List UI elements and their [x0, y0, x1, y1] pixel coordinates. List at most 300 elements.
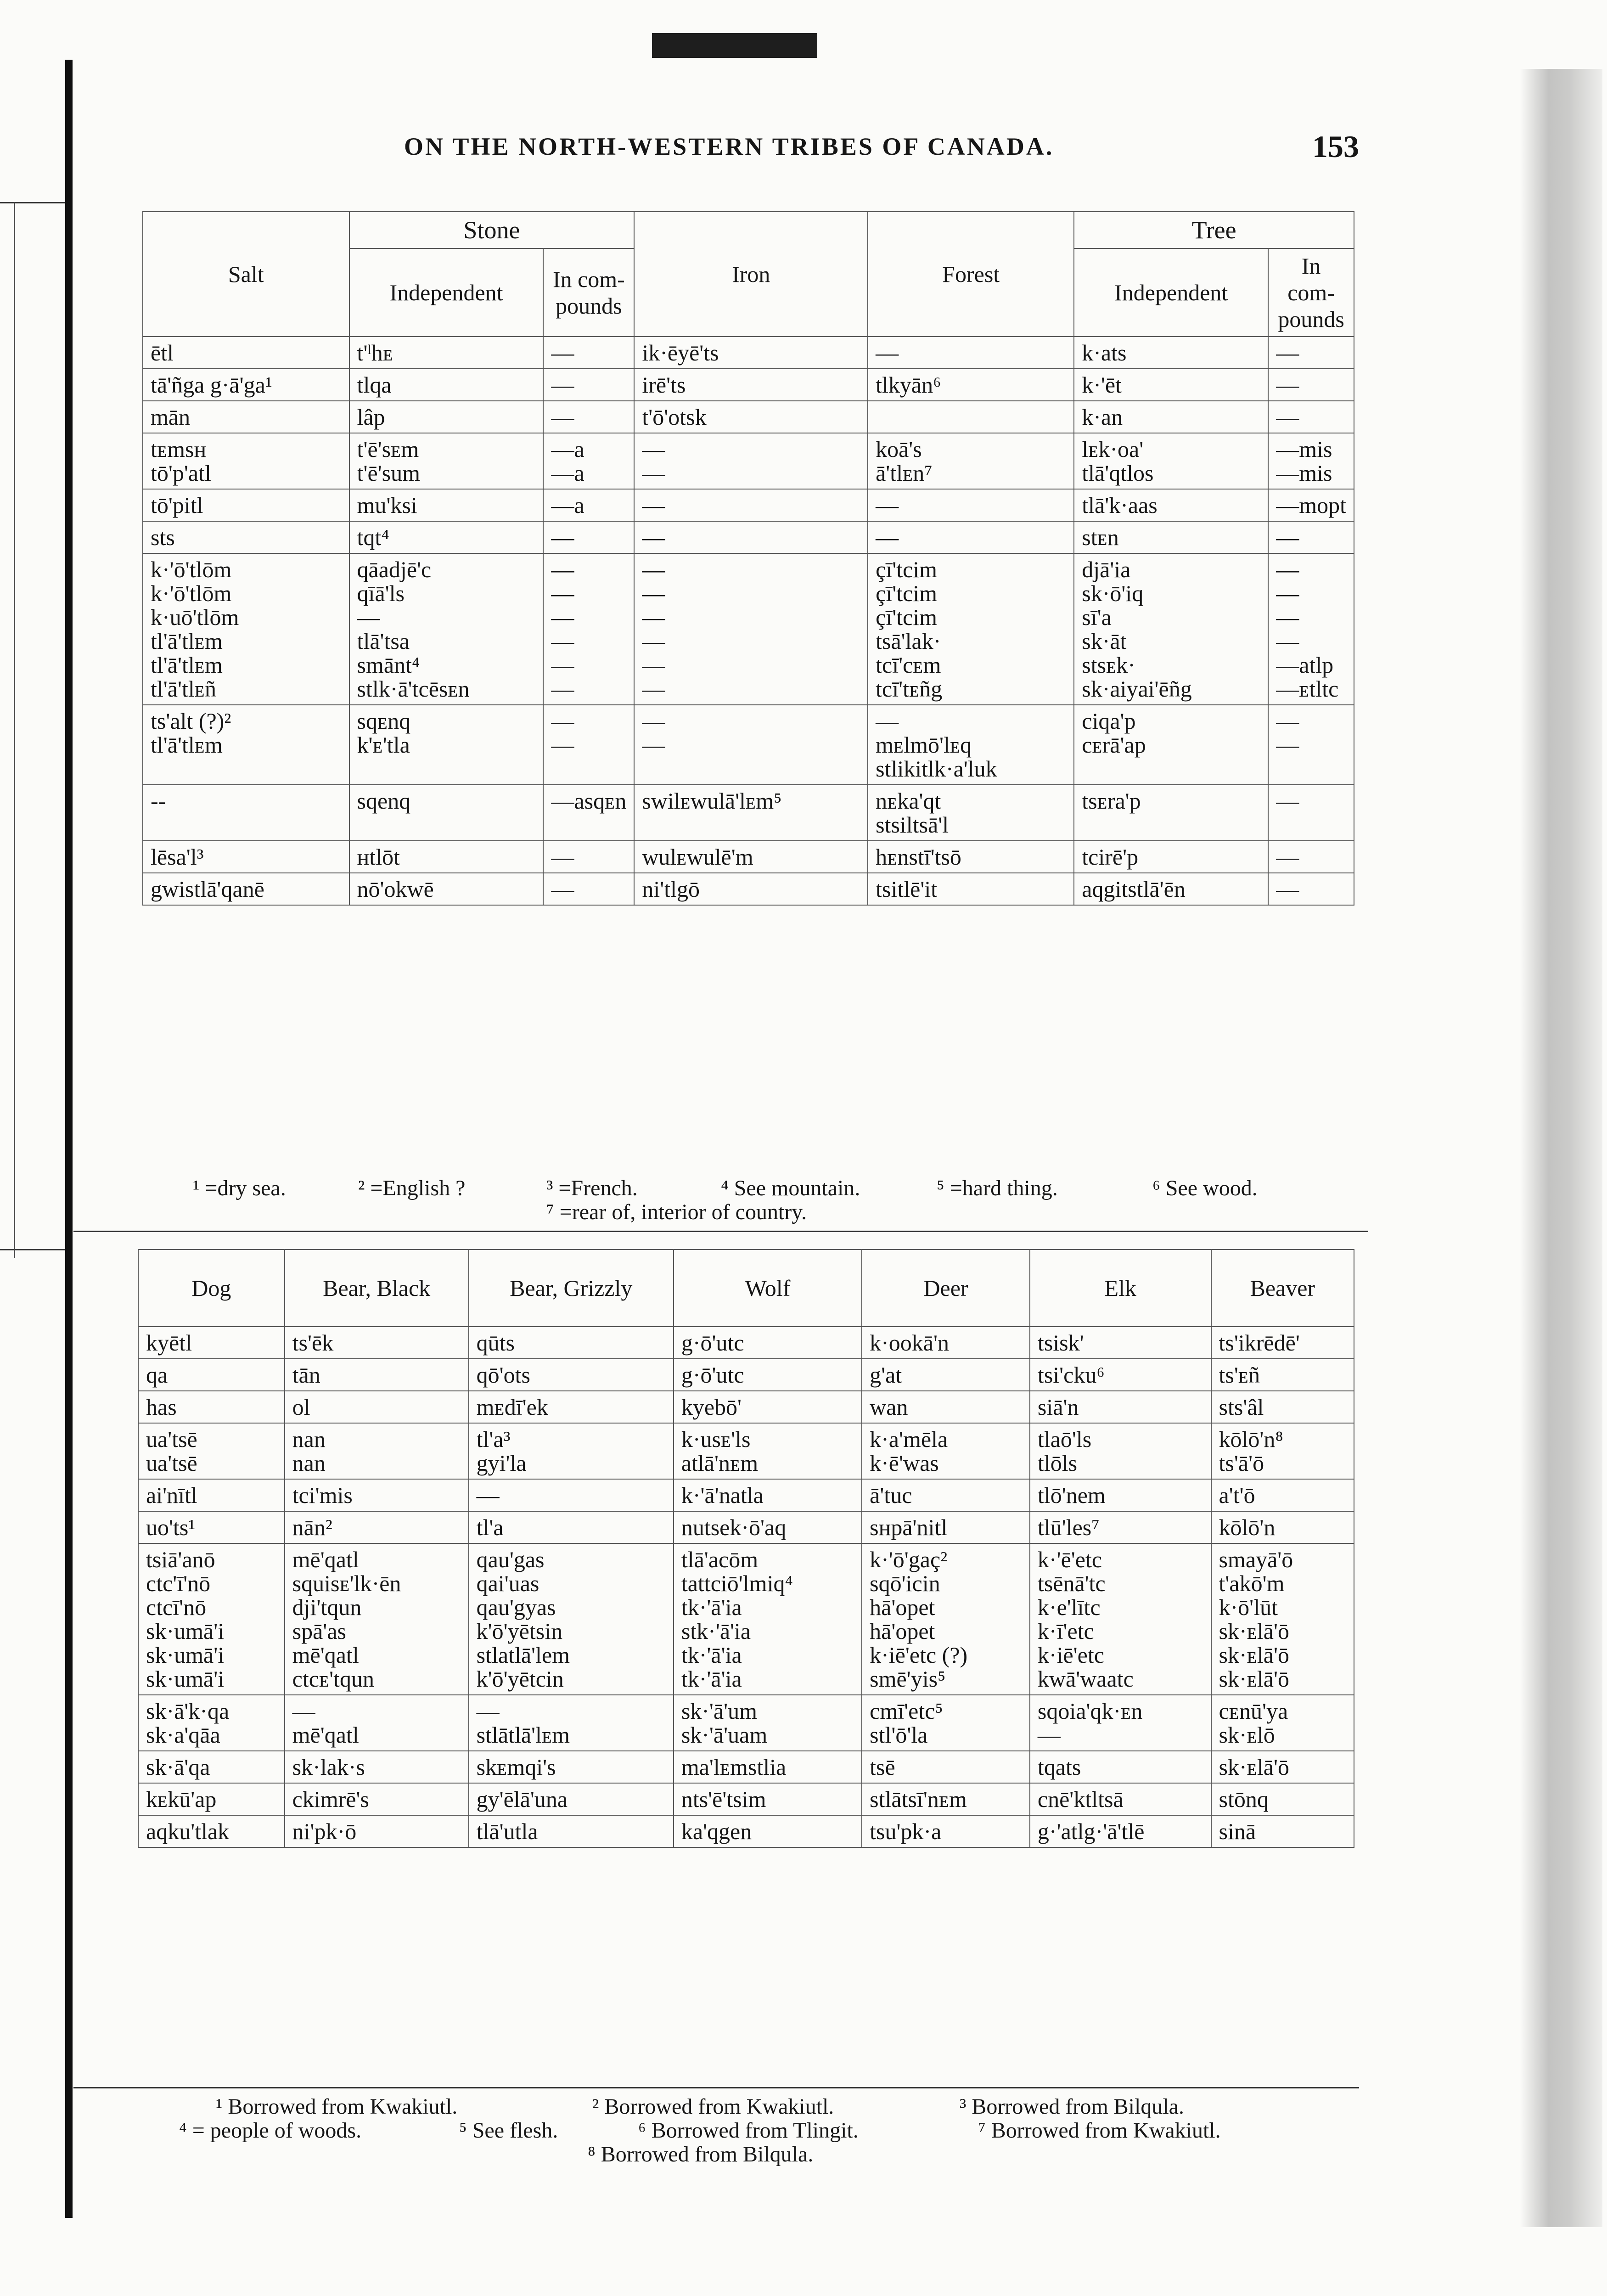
table-cell-stone-ind	[349, 521, 544, 553]
table-cell	[862, 1783, 1030, 1815]
cell-line: has	[146, 1394, 177, 1420]
cell-line: —	[1276, 876, 1299, 902]
cell-line: nan	[292, 1426, 326, 1452]
table-cell-tree-ind	[1074, 369, 1268, 401]
cell-line: t'ē'sᴇm	[357, 436, 419, 462]
cell-line: t'ō'otsk	[642, 404, 707, 430]
col-header-tree-independent: Independent	[1074, 248, 1268, 337]
cell-line: aqgitstlā'ēn	[1082, 876, 1186, 902]
footnote: ⁴ See mountain.	[721, 1176, 860, 1200]
cell-line: —	[1276, 524, 1299, 550]
cell-line: —	[642, 732, 665, 758]
table-cell	[138, 1695, 285, 1751]
table-cell-iron	[634, 873, 868, 905]
footnote: ³ =French.	[546, 1176, 638, 1200]
cell-line: sk·ā'k·qa	[146, 1698, 230, 1724]
cell-line: —	[642, 436, 665, 462]
table-cell	[1030, 1479, 1211, 1511]
table-cell-tree-comp	[1268, 433, 1354, 489]
table-cell-tree-comp	[1268, 705, 1354, 785]
table-cell-iron	[634, 705, 868, 785]
cell-line: —	[1276, 732, 1299, 758]
col-header-animal: Beaver	[1211, 1249, 1354, 1327]
table-cell-tree-ind	[1074, 873, 1268, 905]
cell-line: qāadjē'c	[357, 557, 432, 582]
cell-line: tl'ā'tlᴇm	[151, 652, 223, 678]
cell-line: —a	[551, 436, 584, 462]
cell-line: qīā'ls	[357, 580, 405, 606]
cell-line: tl'a	[476, 1514, 504, 1540]
footnote: ² Borrowed from Kwakiutl.	[592, 2094, 834, 2119]
table-cell	[862, 1327, 1030, 1359]
table-row	[138, 1359, 1354, 1391]
table-row	[138, 1751, 1354, 1783]
table-cell-stone-comp	[543, 369, 634, 401]
cell-line: tlā'acōm	[681, 1547, 759, 1572]
footnote: ⁶ Borrowed from Tlingit.	[638, 2118, 859, 2143]
table-cell-tree-ind	[1074, 553, 1268, 705]
cell-line: sk·umā'i	[146, 1666, 225, 1692]
cell-line: nō'okwē	[357, 876, 434, 902]
table-cell-salt	[143, 705, 349, 785]
table-cell-tree-ind	[1074, 705, 1268, 785]
cell-line: tsitlē'it	[876, 876, 938, 902]
table-cell-salt	[143, 521, 349, 553]
cell-line: k·'ō'tlōm	[151, 557, 232, 582]
table-row	[138, 1391, 1354, 1423]
table-cell-stone-comp	[543, 873, 634, 905]
cell-line: stsᴇk·	[1082, 652, 1135, 678]
table-cell-salt	[143, 337, 349, 369]
table-cell-tree-comp	[1268, 401, 1354, 433]
table-row	[138, 1327, 1354, 1359]
cell-line: ts'ᴇñ	[1219, 1362, 1260, 1388]
table-cell-salt	[143, 873, 349, 905]
cell-line: siā'n	[1037, 1394, 1079, 1420]
cell-line: g·ō'utc	[681, 1362, 744, 1388]
cell-line: tān	[292, 1362, 320, 1388]
cell-line: tcirē'p	[1082, 844, 1139, 870]
table-cell	[469, 1543, 674, 1695]
cell-line: stlātsī'nᴇm	[870, 1786, 967, 1812]
table-cell	[1030, 1391, 1211, 1423]
table-cell	[469, 1479, 674, 1511]
cell-line: —	[551, 708, 574, 734]
cell-line: uo'ts¹	[146, 1514, 196, 1540]
cell-line: —	[292, 1698, 315, 1724]
cell-line: k·e'lītc	[1037, 1594, 1101, 1620]
cell-line: —	[551, 557, 574, 582]
cell-line: k·an	[1082, 404, 1123, 430]
cell-line: swilᴇwulā'lᴇm⁵	[642, 788, 782, 814]
cell-line: —mis	[1276, 460, 1332, 486]
table-cell	[674, 1511, 862, 1543]
cell-line: mē'qatl	[292, 1722, 359, 1748]
table-cell	[862, 1815, 1030, 1847]
table-cell-forest	[868, 705, 1074, 785]
table-cell	[469, 1751, 674, 1783]
cell-line: —	[1276, 708, 1299, 734]
cell-line: atlā'nᴇm	[681, 1450, 759, 1476]
section-divider	[73, 2087, 1359, 2088]
col-header-forest: Forest	[868, 212, 1074, 337]
col-header-animal: Dog	[138, 1249, 285, 1327]
table-cell	[674, 1479, 862, 1511]
table-row	[138, 1695, 1354, 1751]
cell-line: —	[1276, 628, 1299, 654]
cell-line: tsi'cku⁶	[1037, 1362, 1105, 1388]
table-cell	[862, 1391, 1030, 1423]
cell-line: çī'tcim	[876, 557, 938, 582]
table-cell	[1030, 1751, 1211, 1783]
cell-line: tk·'ā'ia	[681, 1666, 742, 1692]
cell-line: tsu'pk·a	[870, 1818, 942, 1844]
section-divider	[73, 1231, 1368, 1232]
cell-line: g·ō'utc	[681, 1330, 744, 1356]
table-cell	[674, 1751, 862, 1783]
cell-line: —	[1276, 844, 1299, 870]
cell-line: tsᴇra'p	[1082, 788, 1141, 814]
cell-line: —	[551, 372, 574, 398]
table-cell-salt	[143, 369, 349, 401]
table-cell-tree-comp	[1268, 873, 1354, 905]
cell-line: —	[642, 604, 665, 630]
cell-line: k·usᴇ'ls	[681, 1426, 751, 1452]
cell-line: tl'ā'tlᴇñ	[151, 676, 216, 702]
table-cell-stone-ind	[349, 841, 544, 873]
table-row	[138, 1783, 1354, 1815]
table-cell-stone-comp	[543, 785, 634, 841]
col-header-stone-compounds: In com- pounds	[543, 248, 634, 337]
footnote: ¹ =dry sea.	[193, 1176, 286, 1200]
footnote: ³ Borrowed from Bilqula.	[960, 2094, 1184, 2119]
table-cell-stone-ind	[349, 873, 544, 905]
table-cell	[285, 1815, 469, 1847]
cell-line: squisᴇ'lk·ēn	[292, 1570, 401, 1596]
cell-line: tlqa	[357, 372, 392, 398]
cell-line: sʜpā'nitl	[870, 1514, 948, 1540]
cell-line: tlū'les⁷	[1037, 1514, 1100, 1540]
footnote: ⁸ Borrowed from Bilqula.	[588, 2142, 814, 2167]
col-header-tree: Tree	[1074, 212, 1354, 248]
cell-line: —	[551, 844, 574, 870]
table-cell-tree-ind	[1074, 489, 1268, 521]
cell-line: sk·ᴇlō	[1219, 1722, 1275, 1748]
table-row	[143, 489, 1354, 521]
table-cell	[138, 1391, 285, 1423]
cell-line: g·'atlg·'ā'tlē	[1037, 1818, 1145, 1844]
cell-line: spā'as	[292, 1618, 346, 1644]
table-cell-iron	[634, 521, 868, 553]
table-cell	[1030, 1359, 1211, 1391]
vocabulary-table-animals	[138, 1249, 1354, 1848]
cell-line: tattciō'lmiq⁴	[681, 1570, 793, 1596]
cell-line: stlikitlk·a'luk	[876, 756, 997, 782]
table-cell-salt	[143, 785, 349, 841]
cell-line: ā'tlᴇn⁷	[876, 460, 933, 486]
cell-line: sqō'icin	[870, 1570, 940, 1596]
table-cell-forest	[868, 433, 1074, 489]
cell-line: tci'mis	[292, 1482, 353, 1508]
table-cell	[285, 1391, 469, 1423]
table-cell-forest	[868, 841, 1074, 873]
cell-line: sk·ō'iq	[1082, 580, 1144, 606]
cell-line: —	[1276, 580, 1299, 606]
cell-line: tᴇmsʜ	[151, 436, 207, 462]
cell-line: —	[1276, 788, 1299, 814]
cell-line: sk·ā'qa	[146, 1754, 210, 1780]
cell-line: —	[1276, 604, 1299, 630]
cell-line: qau'gas	[476, 1547, 545, 1572]
table-cell	[285, 1751, 469, 1783]
cell-line: mu'ksi	[357, 492, 417, 518]
cell-line: tqt⁴	[357, 524, 389, 550]
cell-line: lâp	[357, 404, 385, 430]
table-cell-tree-ind	[1074, 401, 1268, 433]
table-cell	[1211, 1815, 1354, 1847]
page-edge-shadow	[1520, 69, 1602, 2227]
cell-line: smānt⁴	[357, 652, 420, 678]
cell-line: sk·ᴇlā'ō	[1219, 1754, 1289, 1780]
table-cell-iron	[634, 841, 868, 873]
table-row	[143, 841, 1354, 873]
table-row	[138, 1815, 1354, 1847]
table-cell-salt	[143, 553, 349, 705]
cell-line: djā'ia	[1082, 557, 1131, 582]
cell-line: mē'qatl	[292, 1642, 359, 1668]
cell-line: qai'uas	[476, 1570, 539, 1596]
table-cell	[138, 1327, 285, 1359]
cell-line: mᴇdī'ek	[476, 1394, 548, 1420]
table-cell-tree-comp	[1268, 337, 1354, 369]
cell-line: —	[551, 404, 574, 430]
cell-line: stlk·ā'tcēsᴇn	[357, 676, 470, 702]
table-cell-forest	[868, 873, 1074, 905]
table-row	[138, 1423, 1354, 1479]
cell-line: sk·'ā'uam	[681, 1722, 768, 1748]
table-cell-tree-comp	[1268, 521, 1354, 553]
cell-line: ētl	[151, 340, 174, 366]
cell-line: —	[476, 1698, 500, 1724]
table-cell-stone-ind	[349, 785, 544, 841]
cell-line: ua'tsē	[146, 1426, 197, 1452]
cell-line: t'ē'sum	[357, 460, 420, 486]
cell-line: —atlp	[1276, 652, 1334, 678]
cell-line: —	[642, 460, 665, 486]
table-cell	[469, 1815, 674, 1847]
cell-line: —	[551, 652, 574, 678]
cell-line: ʜtlōt	[357, 844, 400, 870]
cell-line: tlkyān⁶	[876, 372, 941, 398]
cell-line: tl'ā'tlᴇm	[151, 732, 223, 758]
table-cell-tree-comp	[1268, 369, 1354, 401]
cell-line: tlaō'ls	[1037, 1426, 1092, 1452]
table-cell	[469, 1359, 674, 1391]
cell-line: çī'tcim	[876, 604, 938, 630]
table-cell	[1030, 1327, 1211, 1359]
cell-line: —ᴇtltc	[1276, 676, 1339, 702]
page-top-mark	[652, 33, 817, 58]
cell-line: dji'tqun	[292, 1594, 362, 1620]
cell-line: —	[876, 524, 899, 550]
footnote: ⁷ =rear of, interior of country.	[546, 1200, 807, 1224]
cell-line: çī'tcim	[876, 580, 938, 606]
cell-line: —	[551, 676, 574, 702]
cell-line: sqᴇnq	[357, 708, 411, 734]
cell-line: —	[876, 340, 899, 366]
table-cell	[138, 1359, 285, 1391]
table-cell-stone-ind	[349, 489, 544, 521]
table-cell	[1211, 1511, 1354, 1543]
table-cell	[674, 1543, 862, 1695]
table-cell	[1211, 1391, 1354, 1423]
table-cell-iron	[634, 489, 868, 521]
cell-line: ckimrē's	[292, 1786, 369, 1812]
table-cell-stone-ind	[349, 337, 544, 369]
cell-line: ik·ēyē'ts	[642, 340, 719, 366]
footnote: ⁵ =hard thing.	[937, 1176, 1058, 1200]
cell-line: tō'p'atl	[151, 460, 211, 486]
cell-line: stl'ō'la	[870, 1722, 928, 1748]
cell-line: stk·'ā'ia	[681, 1618, 751, 1644]
table-cell	[1211, 1327, 1354, 1359]
cell-line: ciqa'p	[1082, 708, 1136, 734]
footnote: ² =English ?	[358, 1176, 466, 1200]
table-row	[143, 401, 1354, 433]
cell-line: —	[1276, 372, 1299, 398]
cell-line: —	[551, 580, 574, 606]
table-cell	[862, 1511, 1030, 1543]
cell-line: hᴇnstī'tsō	[876, 844, 961, 870]
table-cell	[1211, 1479, 1354, 1511]
table-cell	[1211, 1359, 1354, 1391]
table-cell	[285, 1695, 469, 1751]
cell-line: qō'ots	[476, 1362, 530, 1388]
table-cell-tree-ind	[1074, 521, 1268, 553]
cell-line: —	[876, 492, 899, 518]
cell-line: kōlō'n⁸	[1219, 1426, 1283, 1452]
table-cell-tree-comp	[1268, 841, 1354, 873]
cell-line: tlā'tsa	[357, 628, 410, 654]
col-header-iron: Iron	[634, 212, 868, 337]
cell-line: skᴇmqi's	[476, 1754, 556, 1780]
table-cell-salt	[143, 841, 349, 873]
table-cell-stone-ind	[349, 705, 544, 785]
cell-line: k·a'mēla	[870, 1426, 948, 1452]
cell-line: wan	[870, 1394, 908, 1420]
cell-line: g'at	[870, 1362, 902, 1388]
cell-line: k·ats	[1082, 340, 1127, 366]
cell-line: cnē'ktltsā	[1037, 1786, 1124, 1812]
table-cell	[138, 1783, 285, 1815]
cell-line: qūts	[476, 1330, 515, 1356]
cell-line: cᴇrā'ap	[1082, 732, 1146, 758]
table-cell-forest	[868, 401, 1074, 433]
table-cell-iron	[634, 433, 868, 489]
table-cell	[138, 1543, 285, 1695]
cell-line: stlātlā'lᴇm	[476, 1722, 570, 1748]
cell-line: sk·'ā'um	[681, 1698, 758, 1724]
cell-line: stlatlā'lem	[476, 1642, 570, 1668]
cell-line: gy'ēlā'una	[476, 1786, 568, 1812]
cell-line: k·'ā'natla	[681, 1482, 764, 1508]
cell-line: sts	[151, 524, 175, 550]
cell-line: —	[876, 708, 899, 734]
table-cell-forest	[868, 785, 1074, 841]
table-cell-tree-ind	[1074, 433, 1268, 489]
cell-line: tlōls	[1037, 1450, 1078, 1476]
cell-line: ctcᴇ'tqun	[292, 1666, 375, 1692]
table-cell	[1030, 1543, 1211, 1695]
cell-line: —	[642, 524, 665, 550]
table-cell-stone-ind	[349, 433, 544, 489]
cell-line: smē'yis⁵	[870, 1666, 946, 1692]
left-page-rule	[0, 202, 65, 203]
running-header	[404, 129, 1359, 170]
cell-line: kᴇkū'ap	[146, 1786, 217, 1812]
table-cell	[862, 1751, 1030, 1783]
cell-line: ka'qgen	[681, 1818, 752, 1844]
cell-line: tlā'k·aas	[1082, 492, 1157, 518]
cell-line: —	[642, 628, 665, 654]
cell-line: aqku'tlak	[146, 1818, 230, 1844]
cell-line: nutsek·ō'aq	[681, 1514, 787, 1540]
cell-line: ā'tuc	[870, 1482, 912, 1508]
col-header-animal: Bear, Grizzly	[469, 1249, 674, 1327]
table-cell-stone-ind	[349, 553, 544, 705]
table-cell-stone-comp	[543, 553, 634, 705]
table-cell	[862, 1479, 1030, 1511]
cell-line: —	[1037, 1722, 1061, 1748]
footnote: ⁵ See flesh.	[459, 2118, 558, 2143]
table-cell	[138, 1479, 285, 1511]
table-cell-iron	[634, 369, 868, 401]
cell-line: sk·ᴇlā'ō	[1219, 1642, 1289, 1668]
col-header-animal: Bear, Black	[285, 1249, 469, 1327]
table-cell-salt	[143, 489, 349, 521]
col-header-stone-independent: Independent	[349, 248, 544, 337]
table-cell-tree-comp	[1268, 785, 1354, 841]
table-cell-stone-comp	[543, 521, 634, 553]
table-cell	[469, 1783, 674, 1815]
table-cell	[1030, 1815, 1211, 1847]
table-cell	[1030, 1511, 1211, 1543]
cell-line: —	[642, 652, 665, 678]
cell-line: k·'ēt	[1082, 372, 1122, 398]
cell-line: gyi'la	[476, 1450, 527, 1476]
table-cell	[285, 1479, 469, 1511]
cell-line: —	[642, 557, 665, 582]
cell-line: cmī'etc⁵	[870, 1698, 943, 1724]
table-cell	[285, 1543, 469, 1695]
footnote: ⁶ See wood.	[1152, 1176, 1258, 1200]
cell-line: nts'ē'tsim	[681, 1786, 766, 1812]
table-cell	[469, 1511, 674, 1543]
table-row	[143, 785, 1354, 841]
table-cell-stone-comp	[543, 337, 634, 369]
cell-line: ni'pk·ō	[292, 1818, 357, 1844]
cell-line: stᴇn	[1082, 524, 1119, 550]
cell-line: ts'ikrēdē'	[1219, 1330, 1300, 1356]
cell-line: tk·'ā'ia	[681, 1642, 742, 1668]
table-row	[138, 1543, 1354, 1695]
table-cell-iron	[634, 337, 868, 369]
table-cell-stone-comp	[543, 489, 634, 521]
table-cell	[862, 1423, 1030, 1479]
cell-line: —	[551, 876, 574, 902]
table-cell	[469, 1695, 674, 1751]
cell-line: nᴇka'qt	[876, 788, 941, 814]
